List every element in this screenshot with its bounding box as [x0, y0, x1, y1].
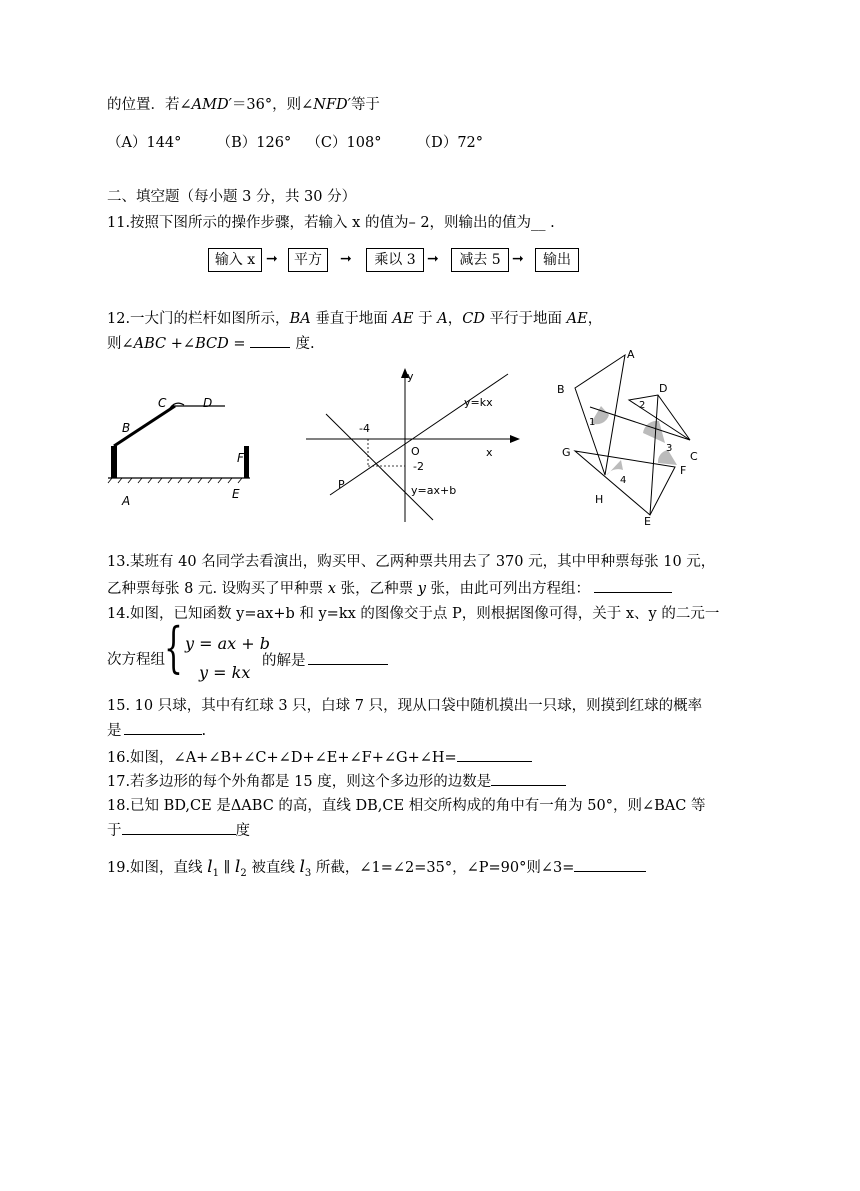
- post-left: [111, 446, 117, 478]
- flow-arrow-icon: ➞: [512, 251, 524, 267]
- gate-railing-figure: [100, 390, 260, 515]
- post-right: [244, 446, 249, 478]
- q14-line1: 14.如图，已知函数 y=ax+b 和 y=kx 的图像交于点 P，则根据图像可得，关于 x、y 的二元一: [107, 606, 720, 622]
- label-y: y: [407, 370, 414, 383]
- answer-blank[interactable]: [308, 650, 388, 665]
- label-d: D: [659, 382, 668, 395]
- label-d: D: [203, 396, 213, 410]
- flow-box-input: 输入 x: [208, 248, 262, 272]
- label-h: H: [595, 493, 604, 506]
- triangles-figure: [555, 345, 715, 530]
- q18-line1: 18.已知 BD,CE 是ΔABC 的高，直线 DB,CE 相交所构成的角中有一角为 50°，则∠BAC 等: [107, 798, 706, 814]
- q10-options: [107, 133, 483, 153]
- label-e: E: [232, 487, 240, 501]
- q19-stem: 19.如图，直线 $l_1$ ∥ $l_2$ 被直线 $l_3$ 所截，∠1=∠2=35°，∠P=90°则∠3=: [107, 857, 646, 884]
- segment-de: [650, 395, 658, 515]
- label-e: E: [644, 515, 651, 528]
- label-4: 4: [620, 475, 627, 486]
- q15-line1: 15. 10 只球，其中有红球 3 只，白球 7 只，现从口袋中随机摸出一只球，则摸到红球的概率: [107, 698, 703, 714]
- q10-stem: 的位置．若∠AMD′＝36°，则∠NFD′等于: [107, 97, 380, 113]
- answer-blank[interactable]: [594, 578, 672, 593]
- label-minus2: -2: [413, 460, 424, 473]
- q14-suffix: 的解是: [262, 650, 388, 671]
- label-yaxb: y=ax+b: [411, 484, 457, 497]
- line-y-kx: [330, 374, 508, 495]
- q13-line1: 13.某班有 40 名同学去看演出，购买甲、乙两种票共用去了 370 元，其中甲种票每张 10 元，: [107, 554, 716, 570]
- flow-box-output: 输出: [535, 248, 579, 272]
- section-heading: 二、填空题（每小题 3 分，共 30 分）: [107, 189, 357, 205]
- label-g: G: [562, 446, 571, 459]
- label-c: C: [158, 396, 167, 410]
- label-3: 3: [666, 443, 673, 454]
- segment-bc: [590, 407, 690, 440]
- system-eq2: y = kx: [199, 663, 251, 682]
- answer-blank[interactable]: [124, 720, 202, 735]
- ground-hatch: [108, 478, 242, 483]
- system-eq1: y = ax + b: [185, 634, 270, 653]
- q18-line2: 于 度: [107, 820, 250, 841]
- answer-blank[interactable]: [122, 820, 236, 835]
- option-b: （B）126°: [216, 135, 292, 151]
- angle-2-shade: [643, 421, 665, 443]
- label-ykx: y=kx: [464, 396, 493, 409]
- label-f: F: [237, 451, 244, 465]
- label-2: 2: [639, 400, 646, 411]
- q14-prefix: 次方程组: [107, 652, 165, 668]
- q13-line2: 乙种票每张 8 元. 设购买了甲种票 x 张，乙种票 y 张，由此可列出方程组：: [107, 578, 672, 599]
- label-a: A: [122, 494, 131, 508]
- answer-blank[interactable]: [491, 771, 566, 786]
- angle-4-shade: [606, 460, 623, 476]
- option-c: （C）108°: [306, 135, 382, 151]
- q16-stem: 16.如图，∠A+∠B+∠C+∠D+∠E+∠F+∠G+∠H=: [107, 747, 532, 768]
- label-p: P: [338, 478, 345, 491]
- flow-arrow-icon: ➞: [266, 251, 278, 267]
- q12-line1: 12.一大门的栏杆如图所示，BA 垂直于地面 AE 于 A，CD 平行于地面 AE，: [107, 311, 603, 327]
- flow-box-minus5: 减去 5: [451, 248, 509, 272]
- answer-blank[interactable]: [574, 857, 646, 872]
- q17-stem: 17.若多边形的每个外角都是 15 度，则这个多边形的边数是: [107, 771, 566, 792]
- answer-blank[interactable]: [457, 747, 532, 762]
- q15-line2: 是 .: [107, 720, 206, 741]
- q12-line2: 则∠ABC +∠BCD = 度.: [107, 333, 315, 354]
- label-origin: O: [411, 445, 420, 458]
- q11-stem: 11.按照下图所示的操作步骤，若输入 x 的值为– 2，则输出的值为__ .: [107, 215, 555, 231]
- label-f: F: [680, 464, 687, 477]
- label-minus4: -4: [359, 422, 370, 435]
- coordinate-graph-figure: [298, 362, 528, 527]
- label-b: B: [557, 383, 565, 396]
- option-d: （D）72°: [416, 135, 484, 151]
- label-b: B: [122, 421, 131, 435]
- label-1: 1: [589, 417, 596, 428]
- x-axis-arrow-icon: [510, 435, 520, 443]
- label-x: x: [486, 446, 493, 459]
- label-a: A: [627, 348, 635, 361]
- flow-arrow-icon: ➞: [427, 251, 439, 267]
- flow-box-times3: 乘以 3: [366, 248, 424, 272]
- flow-arrow-icon: ➞: [340, 251, 352, 267]
- flow-box-square: 平方: [288, 248, 328, 272]
- answer-blank[interactable]: [250, 333, 290, 348]
- option-a: （A）144°: [107, 135, 182, 151]
- brace-icon: {: [164, 616, 183, 679]
- label-c: C: [690, 450, 698, 463]
